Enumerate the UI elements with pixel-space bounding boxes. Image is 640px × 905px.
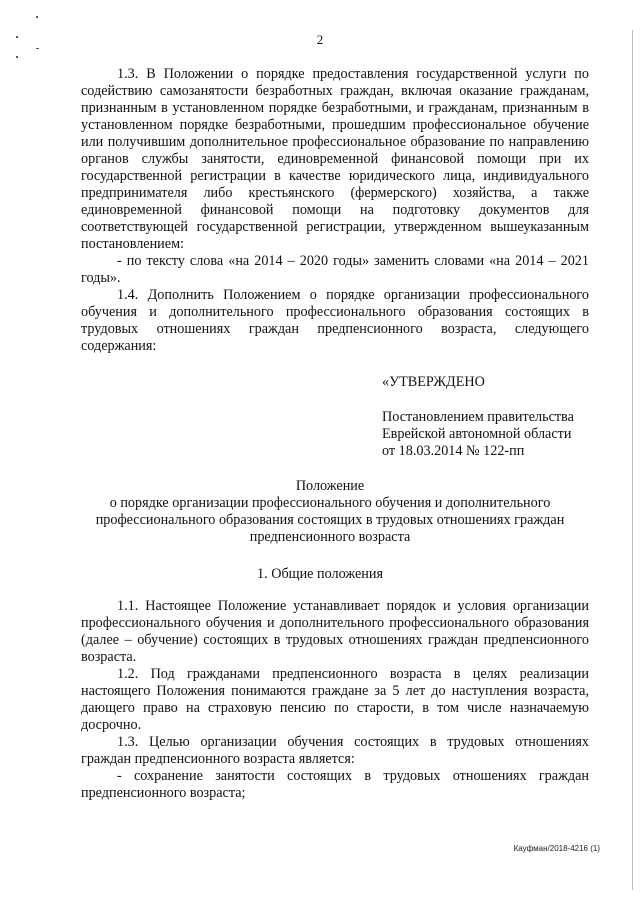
general-provisions-section xyxy=(81,598,589,802)
page-number: 2 xyxy=(316,32,324,47)
footer-code: Кауфман/2018-4216 (1) xyxy=(513,844,600,853)
approval-stamp: «УТВЕРЖДЕНО xyxy=(382,374,485,390)
paragraph: - сохранение занятости состоящих в трудовых отношениях граждан предпенсионного возраста; xyxy=(81,768,589,801)
approval-line: от 18.03.2014 № 122-пп xyxy=(382,443,525,459)
scan-mark xyxy=(36,16,38,18)
paragraph: 1.1. Настоящее Положение устанавливает порядок и условия организации профессионального обучения и дополнительного профессионального образования (далее – обучение) состоящих в трудовых отношениях граждан предпенсионного возраста. xyxy=(81,598,589,665)
section-heading: 1. Общие положения xyxy=(257,566,383,582)
regulation-subtitle: о порядке организации профессионального обучения и дополнительного профессионального образования состоящих в трудовых отношениях граждан предпенсионного возраста xyxy=(95,495,565,545)
scan-edge-line xyxy=(632,30,633,890)
approval-block xyxy=(382,374,622,460)
approval-line: Еврейской автономной области xyxy=(382,426,572,442)
scan-mark xyxy=(36,48,39,49)
paragraph: 1.4. Дополнить Положением о порядке организации профессионального обучения и дополнительного профессионального образования состоящих в трудовых отношениях граждан предпенсионного возраста, следующего содержания: xyxy=(81,287,589,354)
paragraph: 1.2. Под гражданами предпенсионного возраста в целях реализации настоящего Положения понимаются граждане за 5 лет до наступления возраста, дающего право на страховую пенсию по старости, в том числе назначаемую досрочно. xyxy=(81,666,589,733)
paragraph: 1.3. Целью организации обучения состоящих в трудовых отношениях граждан предпенсионного возраста является: xyxy=(81,734,589,767)
approval-line: Постановлением правительства xyxy=(382,409,574,425)
scan-mark xyxy=(16,56,18,58)
regulation-title xyxy=(60,478,600,546)
amendments-section xyxy=(81,66,589,355)
paragraph: 1.3. В Положении о порядке предоставления государственной услуги по содействию самозанятости безработных граждан, включая оказание гражданам, признанным в установленном порядке безработными, и гражданам, признанным в установленном порядке безработными, прошедшим профессиональное обучение или получившим дополнительное профессиональное образование по направлению органов службы занятости, единовременной финансовой помощи при их государственной регистрации в качестве юридического лица, индивидуального предпринимателя либо крестьянского (фермерского) хозяйства, а также единовременной финансовой помощи на подготовку документов для соответствующей государственной регистрации, утвержденном вышеуказанным постановлением: xyxy=(81,66,589,252)
paragraph: - по тексту слова «на 2014 – 2020 годы» заменить словами «на 2014 – 2021 годы». xyxy=(81,253,589,286)
regulation-heading: Положение xyxy=(295,478,365,494)
